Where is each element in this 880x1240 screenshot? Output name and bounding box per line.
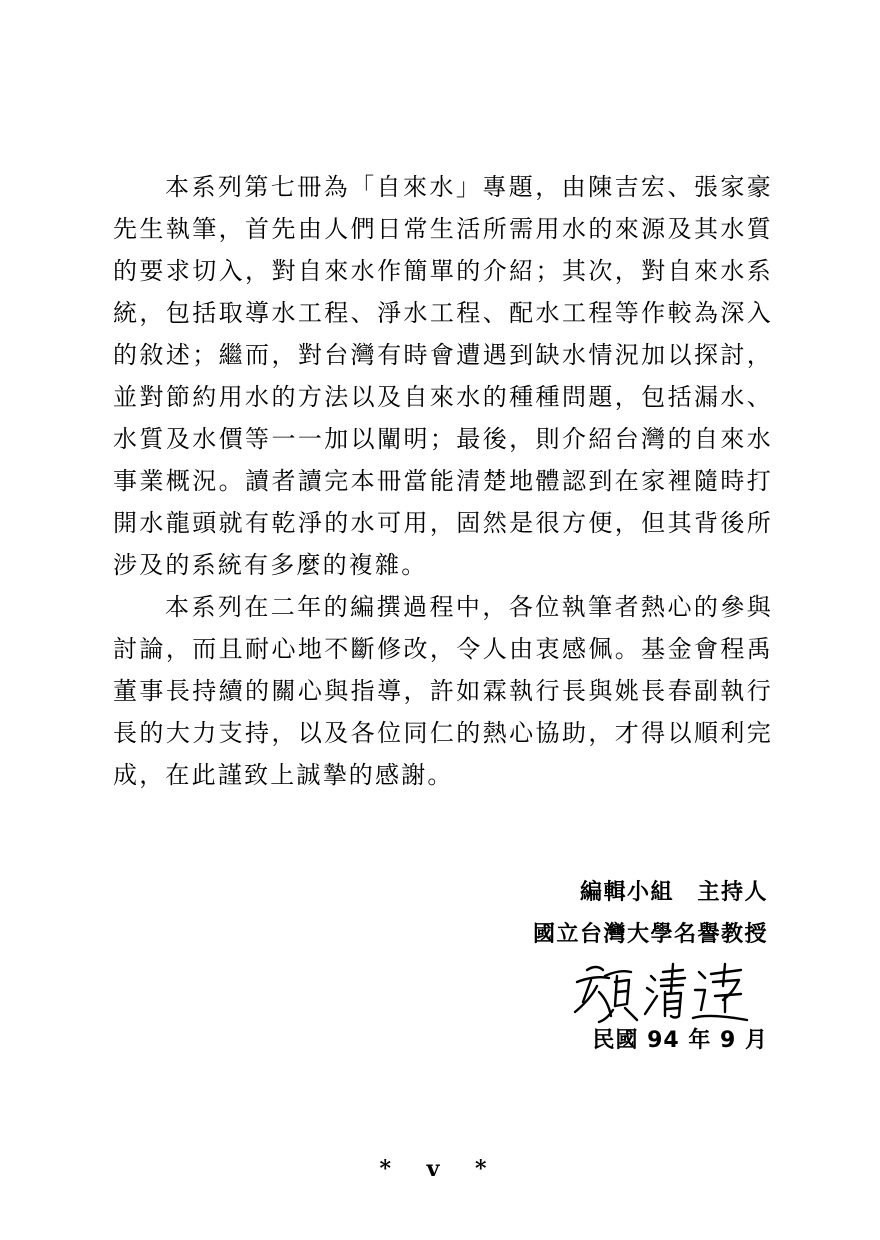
signoff-role: 編輯小組 主持人	[579, 880, 768, 905]
signoff-date: 民國 94 年 9 月	[592, 1028, 768, 1053]
body-text	[113, 166, 773, 796]
paragraph-1: 本系列第七冊為「自來水」專題，由陳吉宏、張家豪先生執筆，首先由人們日常生活所需用水的來源及其水質的要求切入，對自來水作簡單的介紹；其次，對自來水系統，包括取導水工程、淨水工程、配水工程等作較為深入的敘述；繼而，對台灣有時會遭遇到缺水情況加以探討，並對節約用水的方法以及自來水的種種問題，包括漏水、水質及水價等一一加以闡明；最後，則介紹台灣的自來水事業概況。讀者讀完本冊當能清楚地體認到在家裡隨時打開水龍頭就有乾淨的水可用，固然是很方便，但其背後所涉及的系統有多麼的複雜。	[113, 173, 773, 579]
signoff-affiliation: 國立台灣大學名譽教授	[532, 922, 768, 947]
paragraph-2: 本系列在二年的編撰過程中，各位執筆者熱心的參與討論，而且耐心地不斷修改，令人由衷感佩。基金會程禹董事長持續的關心與指導，許如霖執行長與姚長春副執行長的大力支持，以及各位同仁的熱心協助，才得以順利完成，在此謹致上誠摯的感謝。	[113, 593, 773, 789]
handwritten-signature	[565, 958, 755, 1026]
page-number: * v *	[379, 1156, 501, 1182]
signoff-block	[533, 872, 768, 956]
